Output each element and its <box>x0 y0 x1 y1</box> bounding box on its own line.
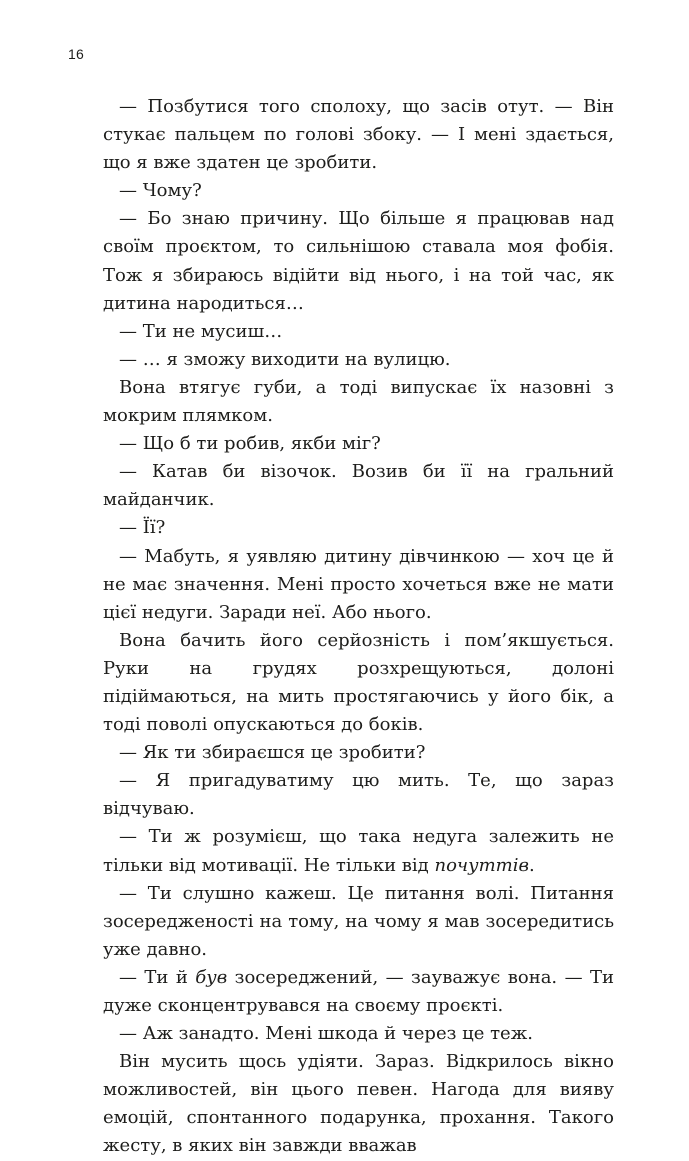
text-segment: зосереджений, — зауважує вона. — Ти дуже сконцентрувався на своєму проєкті. <box>103 966 615 1016</box>
text-segment: — Мабуть, я уявляю дитину дівчинкою — хоч це й не має значення. Мені просто хочеться вже не мати цієї недуги. Заради неї. Або нього. <box>103 545 614 623</box>
paragraph <box>103 823 614 879</box>
italic-text: почуттів <box>434 854 529 876</box>
text-segment: Вона бачить його серйозність і пом’якшується. Руки на грудях розхрещуються, долоні підіймаються, на мить простягаючись у його бік, а тоді поволі опускаються до боків. <box>103 629 614 736</box>
page-number: 16 <box>68 46 84 62</box>
text-segment: — Як ти збираєшся це зробити? <box>119 742 426 764</box>
paragraph <box>103 346 614 374</box>
paragraph <box>103 767 614 823</box>
body-text <box>103 93 614 1161</box>
text-segment: — Що б ти робив, якби міг? <box>119 433 381 455</box>
text-segment: — Бо знаю причину. Що більше я працював над своїм проєктом, то сильнішою ставала моя фобія. Тож я збираюсь відійти від нього, і на той час, як дитина народиться… <box>103 208 614 314</box>
paragraph <box>103 205 614 317</box>
text-segment: — … я зможу виходити на вулицю. <box>119 348 451 370</box>
paragraph <box>103 1048 614 1160</box>
paragraph <box>103 880 614 964</box>
text-segment: — Її? <box>119 517 166 539</box>
paragraph <box>103 964 614 1020</box>
text-segment: — Ти слушно кажеш. Це питання волі. Питання зосередженості на тому, на чому я мав зосередитись уже давно. <box>103 882 614 960</box>
text-segment: — Катав би візочок. Возив би її на гральний майданчик. <box>103 461 614 511</box>
text-segment: Вона втягує губи, а тоді випускає їх назовні з мокрим плямком. <box>103 376 614 427</box>
text-segment: — Ти ж розумієш, що така недуга залежить не тільки від мотивації. Не тільки від <box>103 826 614 876</box>
text-segment: — Ти не мусиш… <box>119 320 283 342</box>
paragraph <box>103 458 614 514</box>
paragraph <box>103 739 614 767</box>
text-segment: — Аж занадто. Мені шкода й через це теж. <box>119 1023 533 1045</box>
text-segment: — Я пригадуватиму цю мить. Те, що зараз відчуваю. <box>103 770 614 820</box>
italic-text: був <box>195 966 228 988</box>
paragraph <box>103 1020 614 1048</box>
paragraph <box>103 430 614 458</box>
paragraph <box>103 627 614 739</box>
text-segment: — Чому? <box>119 180 202 202</box>
text-segment: Він мусить щось удіяти. Зараз. Відкрилось вікно можливостей, він цього певен. Нагода для вияву емоцій, спонтанного подарунка, прохання. Такого жесту, в яких він завжди вважав <box>103 1051 614 1157</box>
text-segment: — Ти й <box>119 966 196 988</box>
paragraph <box>103 543 614 627</box>
paragraph <box>103 177 614 205</box>
paragraph <box>103 93 614 177</box>
paragraph <box>103 374 614 430</box>
text-segment: — Позбутися того сполоху, що засів отут. — Він стукає пальцем по голові збоку. — І мені здається, що я вже здатен це зробити. <box>103 96 614 174</box>
paragraph <box>103 514 614 542</box>
paragraph <box>103 318 614 346</box>
text-segment: . <box>528 854 535 876</box>
